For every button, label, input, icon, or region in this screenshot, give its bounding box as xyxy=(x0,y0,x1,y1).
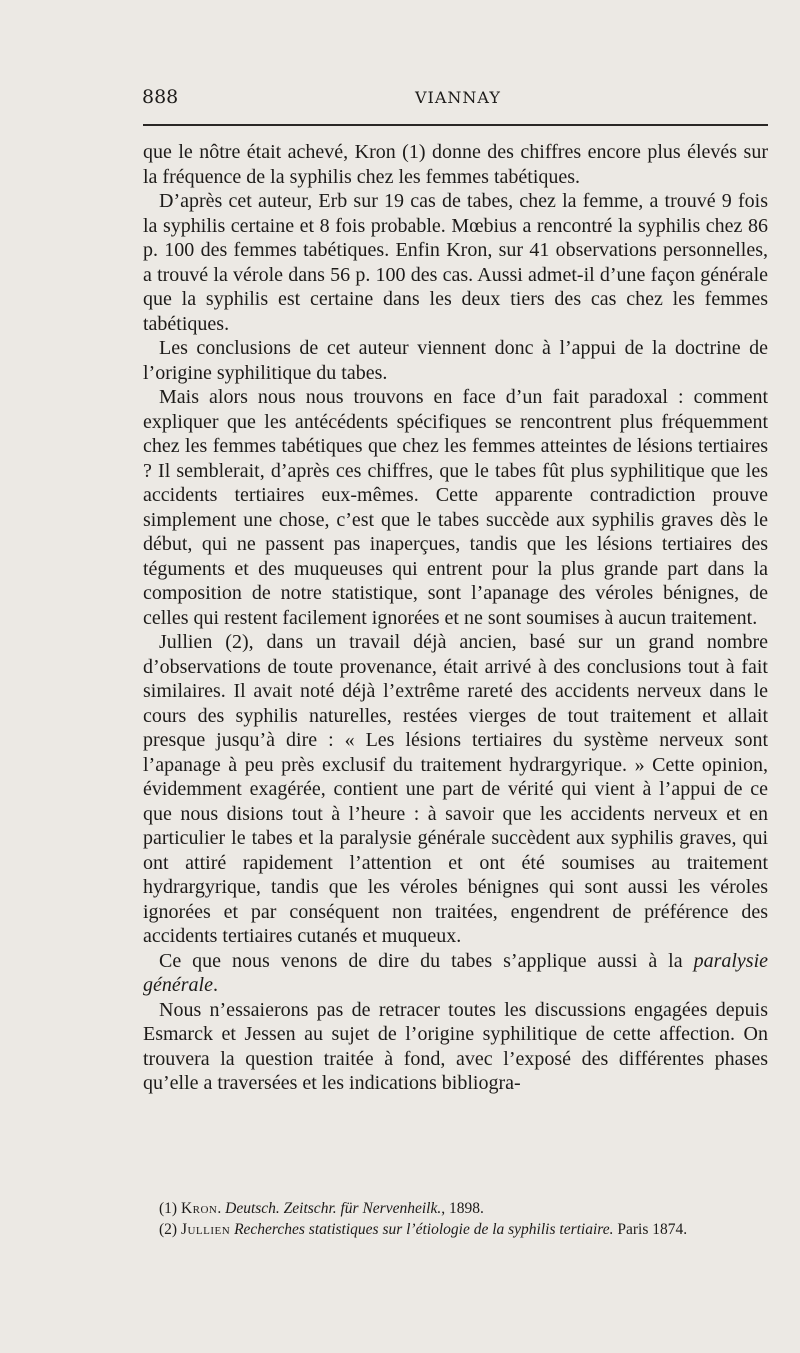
paragraph-6-start: Ce que nous venons de dire du tabes s’applique aussi à la xyxy=(159,949,694,972)
paragraph-4: Mais alors nous nous trouvons en face d’un fait paradoxal : comment expliquer que les antécédents spécifiques se rencontrent plus fréquemment chez les femmes tabétiques que chez les femmes atteintes de lésions tertiaires ? Il semblerait, d’après ces chiffres, que le tabes fût plus syphilitique que les accidents tertiaires eux-mêmes. Cette apparente contradiction prouve simplement une chose, c’est que le tabes succède aux syphilis graves dès le début, qui ne passent pas inaperçues, tandis que les lésions tertiaires des téguments et des muqueuses qui entrent pour la plus grande part dans la composition de notre statistique, sont l’apanage des véroles bénignes, de celles qui restent facilement ignorées et ne sont soumises à aucun traitement. xyxy=(143,386,768,629)
footnote-1-title: Deutsch. Zeitschr. für Nervenheilk. xyxy=(225,1200,442,1217)
footnote-2 xyxy=(143,1219,768,1240)
footnote-1: (1) Kron. Deutsch. Zeitschr. für Nervenheilk., 1898. xyxy=(159,1200,484,1217)
footnote-1-author: Kron xyxy=(180,1200,218,1217)
paragraph-6-emphasis: paralysie générale xyxy=(143,949,768,996)
footnote-2-author: Jullien xyxy=(180,1221,231,1238)
page-header xyxy=(138,84,768,114)
footnote-1-year: , 1898. xyxy=(441,1200,484,1217)
header-rule xyxy=(143,124,768,126)
footnote-1-marker: (1) xyxy=(159,1200,178,1217)
main-text xyxy=(143,140,768,1096)
footnote-2-title: Recherches statistiques sur l’étiologie de la syphilis tertiaire. xyxy=(234,1221,614,1238)
paragraph-1: que le nôtre était achevé, Kron (1) donne des chiffres encore plus élevés sur la fréquence de la syphilis chez les femmes tabétiques. xyxy=(143,141,768,188)
running-title: VIANNAY xyxy=(415,88,501,107)
footnote-2-place: Paris 1874. xyxy=(617,1221,688,1238)
paragraph-6 xyxy=(143,949,768,998)
page-number: 888 xyxy=(142,86,179,108)
paragraph-2: D’après cet auteur, Erb sur 19 cas de tabes, chez la femme, a trouvé 9 fois la syphilis certaine et 8 fois probable. Mœbius a rencontré la syphilis chez 86 p. 100 des femmes tabétiques. Enfin Kron, sur 41 observations personnelles, a trouvé la vérole dans 56 p. 100 des cas. Aussi admet-il d’une façon générale que la syphilis est certaine dans les deux tiers des cas chez les femmes tabétiques. xyxy=(143,190,768,335)
footnote-2-marker: (2) xyxy=(159,1221,178,1238)
paragraph-3: Les conclusions de cet auteur viennent donc à l’appui de la doctrine de l’origine syphilitique du tabes. xyxy=(143,337,768,384)
footnotes xyxy=(143,1198,768,1240)
paragraph-7: Nous n’essaierons pas de retracer toutes les discussions engagées depuis Esmarck et Jessen au sujet de l’origine syphilitique de cette affection. On trouvera la question traitée à fond, avec l’exposé des différentes phases qu’elle a traversées et les indications bibliogra- xyxy=(143,998,768,1094)
paragraph-5: Jullien (2), dans un travail déjà ancien, basé sur un grand nombre d’observations de toute provenance, était arrivé à des conclusions tout à fait similaires. Il avait noté déjà l’extrême rareté des accidents nerveux dans le cours des syphilis naturelles, restées vierges de tout traitement et allait presque jusqu’à dire : « Les lésions tertiaires du système nerveux sont l’apanage à peu près exclusif du traitement hydrargyrique. » Cette opinion, évidemment exagérée, contient une part de vérité qui vient à l’appui de ce que nous disions tout à l’heure : à savoir que les accidents nerveux et en particulier le tabes et la paralysie générale succèdent aux syphilis graves, qui ont attiré rapidement l’attention et ont été soumises au traitement hydrargyrique, tandis que les véroles bénignes qui sont aussi les véroles ignorées et par conséquent non traitées, engendrent de préférence des accidents tertiaires cutanés et muqueux. xyxy=(143,631,768,947)
paragraph-6-end: . xyxy=(212,974,218,996)
